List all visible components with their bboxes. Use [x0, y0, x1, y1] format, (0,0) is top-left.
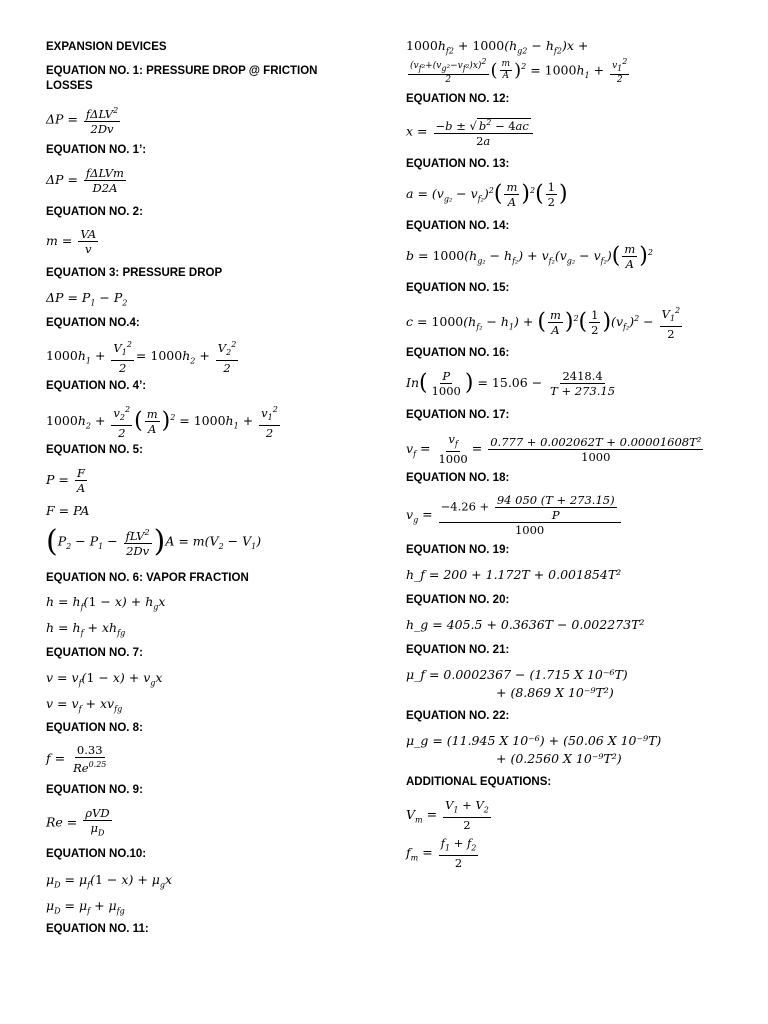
- eq18-term-b: 94 050 (T + 273.15): [496, 493, 615, 507]
- equation-vm: $V_m$ = $\frac{V_1 + V_2}{2}$: [406, 798, 489, 833]
- heading-eq4-prime: EQUATION NO. 4’:: [46, 380, 147, 392]
- equation-4-prime: $1000h_2$ + $\frac{v_2^2}{2}$ ( $\frac{m}{A}$ )$^2 = 1000h_1$ + $\frac{v_1^2}{2}$: [46, 405, 278, 441]
- equation-11-line1: $1000h_{f2} + 1000(h_{g2} - h_{f2})x$ +: [406, 38, 589, 56]
- equation-20: h_g = 405.5 + 0.3636T − 0.002273T²: [406, 617, 645, 632]
- equation-21-line2: + (8.869 X 10⁻⁹T²): [496, 685, 614, 700]
- equation-6a: $h = h_f(1 - x) + h_gx$: [46, 594, 166, 612]
- eq8-exponent: 0.25: [88, 760, 107, 769]
- heading-eq1-prime: EQUATION NO. 1’:: [46, 144, 147, 156]
- eq18-term-a: −4.26 +: [440, 499, 490, 514]
- eq16-constant: 15.06: [491, 375, 528, 390]
- heading-eq5: EQUATION NO. 5:: [46, 444, 143, 456]
- equation-21-line1: μ_f = 0.0002367 − (1.715 X 10⁻⁶T): [406, 667, 628, 682]
- equation-17: $v_f$ = $\frac{v_f}{1000}$ = $\frac{\text{0.777 + 0.002062T + 0.00001608T²}}{1000}$: [406, 432, 702, 467]
- equation-14: $b = 1000(h_{g_2} - h_{f_2}) + v_{f_2}(v_{g_2} - v_{f_2})$( $\frac{m}{A}$ )$^2$: [406, 242, 653, 271]
- equation-fm: $f_m$ = $\frac{f_1 + f_2}{2}$: [406, 836, 477, 871]
- heading-eq21: EQUATION NO. 21:: [406, 644, 510, 656]
- heading-eq20: EQUATION NO. 20:: [406, 594, 510, 606]
- heading-eq12: EQUATION NO. 12:: [406, 93, 510, 105]
- eq17-numerator: 0.777 + 0.002062T + 0.00001608T²: [490, 434, 702, 449]
- equation-5a: P = $\frac{F}{A}$: [46, 466, 86, 495]
- heading-eq16: EQUATION NO. 16:: [406, 347, 510, 359]
- heading-eq6: EQUATION NO. 6: VAPOR FRACTION: [46, 572, 249, 584]
- equation-1-prime: ΔP = $\frac{\text{fΔLVm}}{D2A}$: [46, 166, 124, 195]
- equation-18: $v_g$ = −4.26 + $\frac{94 050 (T + 273.15)}{P}$ 1000: [406, 493, 623, 537]
- equation-9: Re = $\frac{\text{ρVD}}{\mu_D}$: [46, 806, 110, 838]
- equation-7b: $v = v_f + xv_{fg}$: [46, 696, 123, 714]
- heading-eq10: EQUATION NO.10:: [46, 848, 147, 860]
- heading-eq11: EQUATION NO. 11:: [46, 923, 149, 935]
- heading-eq18: EQUATION NO. 18:: [406, 472, 510, 484]
- equation-3: $\Delta P = P_1 - P_2$: [46, 290, 128, 308]
- heading-eq9: EQUATION NO. 9:: [46, 784, 143, 796]
- equation-22-line1: μ_g = (11.945 X 10⁻⁶) + (50.06 X 10⁻⁹T): [406, 733, 662, 748]
- equation-19: h_f = 200 + 1.172T + 0.001854T²: [406, 567, 622, 582]
- equation-16: In( $\frac{P}{1000}$ ) = 15.06 − $\frac{2418.4}{T + 273.15}$: [406, 369, 616, 398]
- equation-4: $1000h_1$ + $\frac{V_1^2}{2}$ = $1000h_2$ + $\frac{V_2^2}{2}$: [46, 340, 237, 376]
- heading-eq22: EQUATION NO. 22:: [406, 710, 510, 722]
- equation-1: ΔP = $\frac{f\Delta LV^2}{2Dv}$: [46, 106, 119, 136]
- equation-10b: $\mu_D = \mu_f + \mu_{fg}$: [46, 898, 125, 916]
- equation-5c: ($P_2 - P_1$ − $\frac{fLV^2}{2Dv}$ )$A = m(V_2 - V_1)$: [46, 523, 262, 559]
- heading-eq19: EQUATION NO. 19:: [406, 544, 510, 556]
- heading-eq7: EQUATION NO. 7:: [46, 647, 143, 659]
- heading-eq8: EQUATION NO. 8:: [46, 722, 143, 734]
- equation-7a: $v = v_f(1 - x) + v_gx$: [46, 670, 163, 688]
- heading-eq17: EQUATION NO. 17:: [406, 409, 510, 421]
- equation-6b: $h = h_f + xh_{fg}$: [46, 620, 126, 638]
- heading-eq14: EQUATION NO. 14:: [406, 220, 510, 232]
- heading-eq13: EQUATION NO. 13:: [406, 158, 510, 170]
- equation-5b: F = PA: [46, 503, 90, 518]
- eq16-denominator: T + 273.15: [550, 384, 616, 398]
- equation-11-line2: $\frac{(v_f_2+(v_g_2-v_f_2)x)^2}{2}$ ( $\frac{m}{A}$ )$^2 = 1000h_1$ + $\frac{v_1^2}{2}$: [410, 57, 628, 85]
- eq8-numerator: 0.33: [76, 743, 103, 757]
- equation-8: f = $\frac{0.33}{Re^{0.25}}$: [46, 743, 107, 775]
- heading-eq15: EQUATION NO. 15:: [406, 282, 510, 294]
- equation-15: $c = 1000(h_{f_2} - h_1)$ + ( $\frac{m}{A}$ )$^2$( $\frac{1}{2}$ )$(v_{f_2})^2$ − $\frac{V_1^2}{2}$: [406, 306, 681, 342]
- eq17-denominator: 1000: [581, 449, 611, 464]
- document-title: EXPANSION DEVICES: [46, 41, 167, 53]
- equation-12: x = $\frac{-b \pm √ b^2 - 4ac}{2a}$: [406, 116, 535, 148]
- heading-eq4: EQUATION NO.4:: [46, 317, 140, 329]
- heading-eq1: EQUATION NO. 1: PRESSURE DROP @ FRICTION LOSSES: [46, 65, 318, 92]
- heading-eq2: EQUATION NO. 2:: [46, 206, 143, 218]
- eq16-numerator: 2418.4: [562, 369, 603, 383]
- equation-2: m = $\frac{VA}{v}$: [46, 227, 97, 256]
- heading-eq3: EQUATION 3: PRESSURE DROP: [46, 267, 223, 279]
- heading-additional: ADDITIONAL EQUATIONS:: [406, 776, 552, 788]
- equation-22-line2: + (0.2560 X 10⁻⁹T²): [496, 751, 622, 766]
- equation-10a: $\mu_D = \mu_f(1 - x) + \mu_gx$: [46, 872, 173, 890]
- equation-13: $a = (v_{g_2} - v_{f_2})^2$( $\frac{m}{A}$ )$^2$( $\frac{1}{2}$ ): [406, 180, 568, 209]
